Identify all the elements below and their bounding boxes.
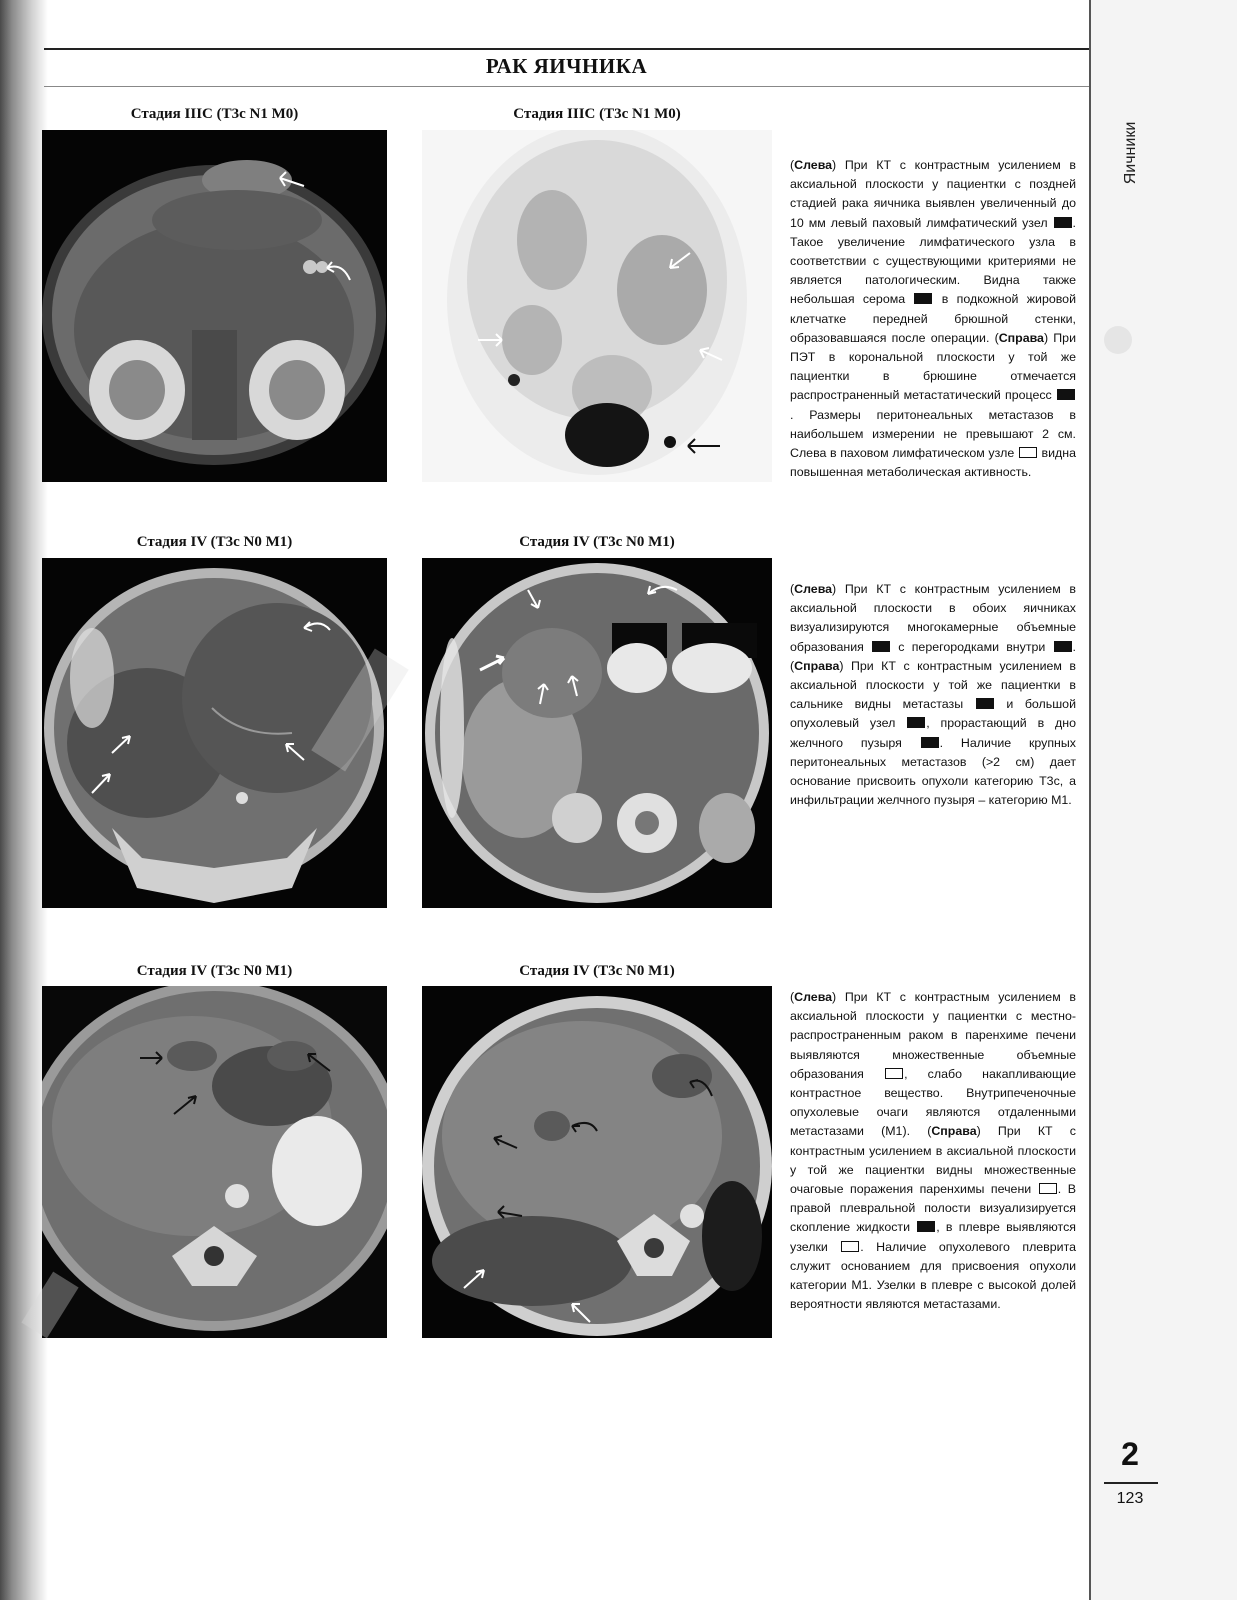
arrow-legend-icon — [1057, 389, 1075, 400]
description-text: ) При КТ с контрастным усилением в аксиальной плоскости у той же пациентки видны множественные очаговые поражения паренхимы печени — [790, 1124, 1076, 1197]
figure-caption: Стадия IIIC (T3c N1 M0) — [130, 106, 299, 122]
page-number: 123 — [1116, 1490, 1144, 1507]
open-arrow-legend-icon — [841, 1241, 859, 1252]
section-tab-label — [1120, 108, 1160, 198]
arrow-legend-icon — [1054, 641, 1072, 652]
side-tab-rule — [1089, 0, 1091, 1600]
description-text: , прорастающий в дно желчного пузыря — [790, 716, 1076, 750]
header-underline — [44, 86, 1089, 87]
description-block-3: (Слева) При КТ с контрастным усилением в аксиальной плоскости у пациентки с местно-распространенным раком в паренхиме печени выявляются множественные объемные образования , слабо накапливающие контрастное вещество. Внутрипеченочные опухолевые очаги являются отдаленными метастазами (M1). (Справа) При КТ с контрастным усилением в аксиальной плоскости у той же пациентки видны множественные очаговые поражения паренхимы печени . В правой плевральной полости визуализируется скопление жидкости , в плевре выявляются узелки . Наличие опухолевого плеврита служит основанием для присвоения опухоли категории M1. Узелки в плевре с высокой долей вероятности являются метастазами. — [790, 990, 1077, 1312]
description-text: видна повышенная метаболическая активность. — [790, 446, 1076, 480]
ct-image-pleural-effusion — [422, 986, 772, 1338]
description-text: . В правой плевральной полости визуализируется скопление жидкости — [790, 1182, 1076, 1235]
page-title: РАК ЯИЧНИКА — [485, 54, 648, 78]
open-arrow-legend-icon — [1039, 1183, 1057, 1194]
section-tab-text: Яичники — [1122, 121, 1139, 185]
pet-image-coronal — [422, 130, 772, 482]
ct-image-liver-metastases — [42, 986, 387, 1338]
description-text: , в плевре выявляются узелки — [790, 1220, 1077, 1254]
description-text: и большой опухолевый узел — [790, 697, 1076, 731]
description-text: . Такое увеличение лимфатического узла в соответствии с существующими критериями не является патологическим. Видна также небольшая серома — [790, 215, 1076, 307]
right-label: Справа — [794, 658, 840, 673]
arrow-legend-icon — [976, 698, 994, 709]
arrow-legend-icon — [1054, 217, 1072, 228]
open-arrow-legend-icon — [1019, 447, 1037, 458]
description-text: При КТ с контрастным усилением в аксиальной плоскости у пациентки с местно-распространенным раком в паренхиме печени выявляются множественные объемные образования — [790, 990, 1076, 1081]
description-text: с перегородками внутри — [891, 639, 1053, 654]
arrow-legend-icon — [914, 293, 932, 304]
description-block-1: (Слева) При КТ с контрастным усилением в аксиальной плоскости у пациентки с поздней стадией рака яичника выявлен увеличенный до 10 мм левый паховый лимфатический узел . Такое увеличение лимфатического узла в соответствии с существующими критериями не является патологическим. Видна также небольшая серома в подкожной жировой клетчатке передней брюшной стенки, образовавшаяся после операции. (Справа) При ПЭТ в корональной плоскости у той же пациентки в брюшине отмечается распространенный метастатический процесс . Размеры перитонеальных метастазов в наибольшем измерении не превышают 2 см. Слева в паховом лимфатическом узле видна повышенная метаболическая активность. — [790, 158, 1076, 480]
header-rule — [44, 48, 1089, 50]
left-label: Слева — [794, 582, 833, 596]
description-text: При КТ с контрастным усилением в аксиальной плоскости в обоих яичниках визуализируются многокамерные объемные образования — [790, 582, 1076, 654]
description-text: При КТ с контрастным усилением в аксиальной плоскости у пациентки с поздней стадией рака яичника выявлен увеличенный до 10 мм левый паховый лимфатический узел — [790, 158, 1076, 230]
figure-caption: Стадия IIIC (T3c N1 M0) — [513, 106, 681, 122]
figure-caption: Стадия IV (T3c N0 M1) — [136, 963, 293, 979]
side-tab — [1091, 0, 1237, 1600]
description-text: . Наличие опухолевого плеврита служит основанием для присвоения опухоли категории M1. Узелки в плевре с высокой долей вероятности являются метастазами. — [790, 1239, 1077, 1312]
description-text: . Наличие крупных перитонеальных метастазов (>2 см) дает основание присвоить опухоли категорию T3c, а инфильтрации желчного пузыря – категорию M1. — [790, 735, 1076, 808]
chapter-rule — [1104, 1482, 1158, 1484]
binding-gutter-shadow — [0, 0, 48, 1600]
description-block-2: (Слева) При КТ с контрастным усилением в аксиальной плоскости в обоих яичниках визуализируются многокамерные объемные образования с перегородками внутри . (Справа) При КТ с контрастным усилением в аксиальной плоскости у той же пациентки в сальнике видны метастазы и большой опухолевый узел , прорастающий в дно желчного пузыря . Наличие крупных перитонеальных метастазов (>2 см) дает основание присвоить опухоли категорию T3c, а инфильтрации желчного пузыря – категорию M1. — [790, 582, 1076, 808]
figure-caption: Стадия IV (T3c N0 M1) — [519, 534, 675, 550]
arrow-legend-icon — [872, 641, 890, 652]
description-text: . ( — [790, 639, 1076, 673]
left-label: Слева — [794, 990, 833, 1004]
chapter-number: 2 — [1121, 1436, 1139, 1472]
right-label: Справа — [998, 330, 1044, 345]
description-text: в подкожной жировой клетчатке передней брюшной стенки, образовавшаяся после операции. ( — [790, 292, 1076, 345]
description-text: . Размеры перитонеальных метастазов в наибольшем измерении не превышают 2 см. Слева в паховом лимфатическом узле — [790, 407, 1076, 461]
arrow-legend-icon — [917, 1221, 935, 1232]
right-label: Справа — [931, 1124, 977, 1139]
ct-image-pelvis-lymph-node — [42, 130, 387, 482]
arrow-legend-icon — [921, 737, 939, 748]
figure-caption: Стадия IV (T3c N0 M1) — [519, 963, 675, 979]
left-label: Слева — [794, 158, 833, 172]
ct-image-ovarian-masses — [42, 558, 387, 908]
ct-image-omental-metastases — [422, 558, 772, 908]
arrow-legend-icon — [907, 717, 925, 728]
description-text: ) При КТ с контрастным усилением в аксиальной плоскости у той же пациентки в сальнике видны метастазы — [790, 658, 1076, 712]
figure-caption: Стадия IV (T3c N0 M1) — [136, 534, 293, 550]
description-text: , слабо накапливающие контрастное вещество. Внутрипеченочные опухолевые очаги являются отдаленными метастазами (M1). ( — [790, 1066, 1076, 1139]
open-arrow-legend-icon — [885, 1068, 903, 1079]
description-text: ) При ПЭТ в корональной плоскости у той же пациентки в брюшине отмечается распространенный метастатический процесс — [790, 330, 1076, 403]
